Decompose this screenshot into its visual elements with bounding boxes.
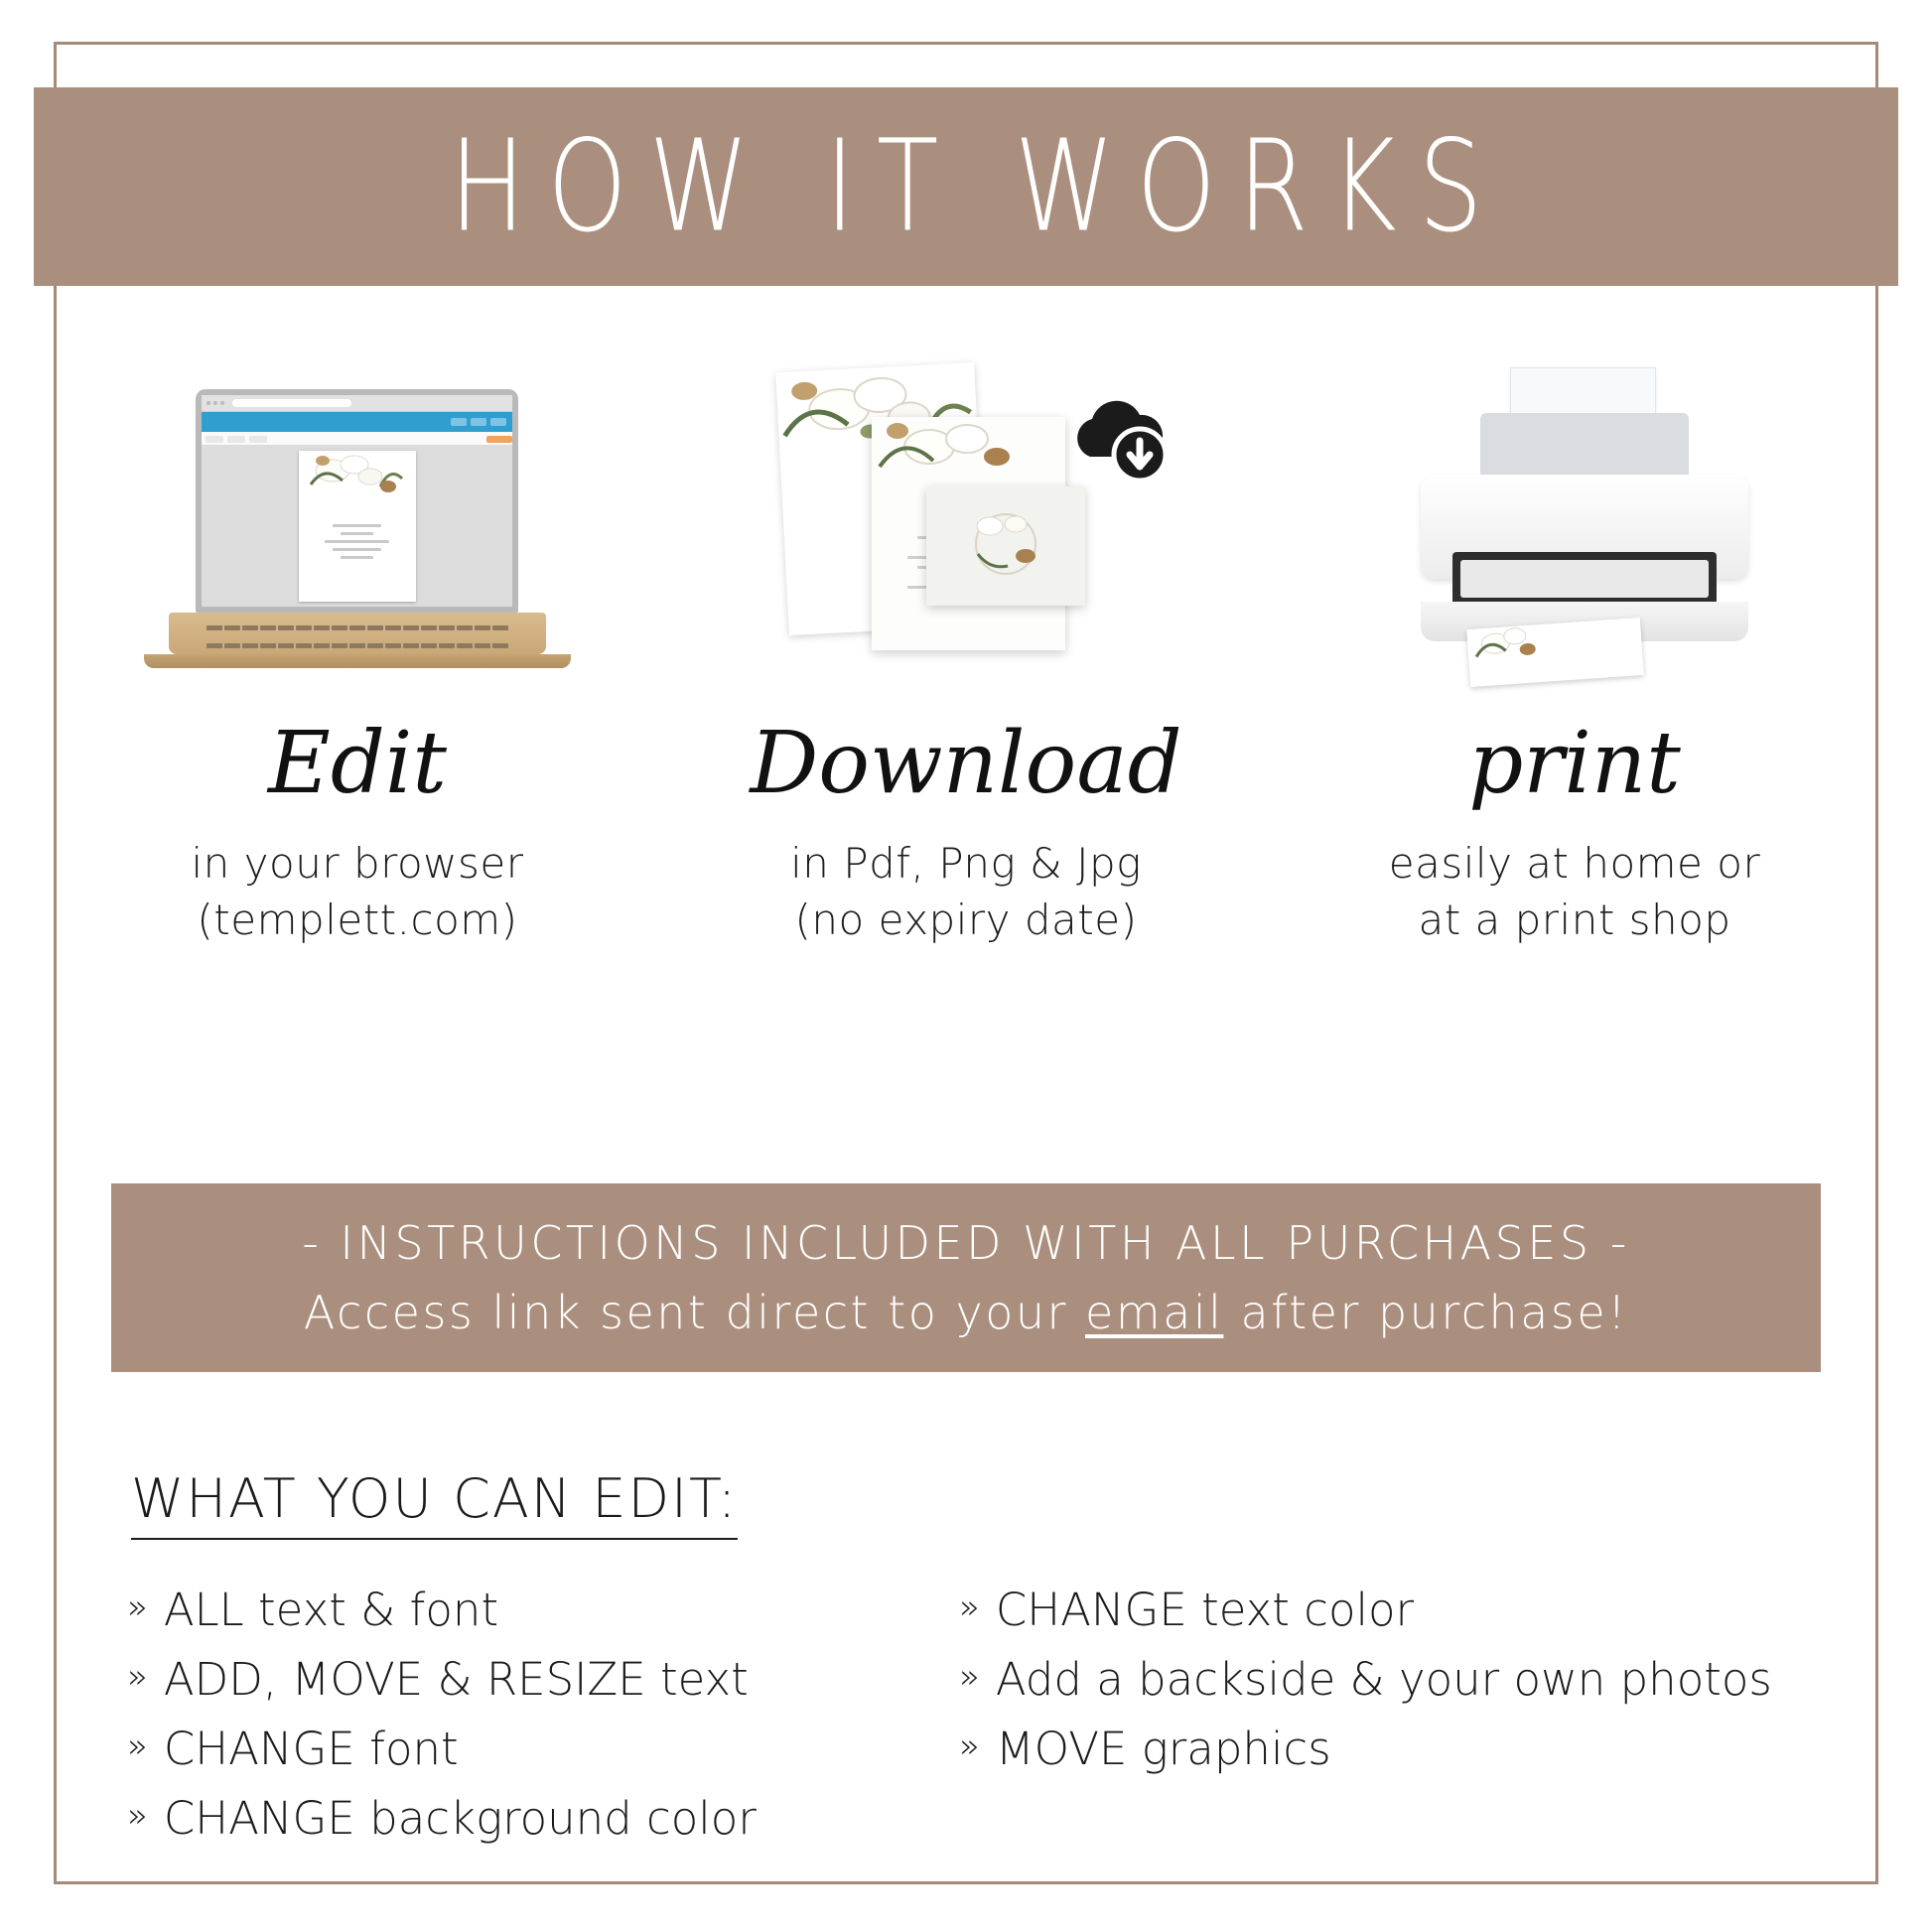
step-edit-artwork	[60, 367, 655, 695]
list-item	[127, 1787, 911, 1851]
step-edit-caption-line2: (templett.com)	[197, 895, 518, 944]
edit-list-left	[127, 1579, 911, 1857]
bullet-marker-icon: »	[127, 1656, 148, 1697]
browser-bar-icon	[202, 395, 512, 412]
step-print-caption-line2: at a print shop	[1418, 895, 1731, 944]
list-item-label: CHANGE font	[163, 1722, 459, 1775]
instructions-headline: - INSTRUCTIONS INCLUDED WITH ALL PURCHASES -	[302, 1216, 1630, 1270]
floral-graphic-icon	[303, 447, 412, 502]
laptop-keyboard	[206, 619, 509, 644]
list-item	[127, 1579, 911, 1642]
step-edit-caption-line1: in your browser	[191, 839, 524, 888]
step-print-title: print	[1468, 714, 1681, 813]
laptop-foot	[144, 654, 571, 668]
step-download-title: Download	[750, 714, 1182, 813]
email-link[interactable]: email	[1085, 1286, 1224, 1339]
list-item-label: CHANGE text color	[995, 1584, 1415, 1636]
list-item	[127, 1648, 911, 1712]
envelope	[926, 486, 1085, 606]
step-download-caption-line2: (no expiry date)	[794, 895, 1138, 944]
editor-canvas	[202, 445, 512, 607]
floral-wreath-icon	[956, 504, 1055, 584]
bullet-marker-icon: »	[127, 1725, 148, 1766]
list-item-label: MOVE graphics	[995, 1722, 1331, 1775]
app-toolbar-icon	[202, 412, 512, 432]
cloud-download-icon	[1056, 395, 1175, 486]
edit-section-title: WHAT YOU CAN EDIT:	[131, 1467, 738, 1540]
step-edit	[60, 367, 655, 948]
printer-icon	[1361, 367, 1788, 695]
bullet-marker-icon: »	[127, 1795, 148, 1836]
list-item-label: CHANGE background color	[163, 1791, 757, 1845]
list-item	[959, 1648, 1813, 1712]
list-item-label: ADD, MOVE & RESIZE text	[163, 1652, 749, 1706]
invitation-download-icon	[753, 367, 1179, 695]
bullet-marker-icon: »	[959, 1656, 980, 1697]
step-edit-title: Edit	[268, 714, 447, 813]
step-print	[1277, 367, 1872, 948]
step-print-caption-line1: easily at home or	[1388, 839, 1761, 888]
bullet-marker-icon: »	[959, 1587, 980, 1627]
laptop-screen	[196, 389, 518, 613]
step-print-artwork	[1277, 367, 1872, 695]
edit-list-right	[959, 1579, 1813, 1857]
instructions-band	[111, 1183, 1821, 1372]
invitation-preview	[299, 451, 416, 602]
list-item	[959, 1718, 1813, 1781]
step-download-artwork	[668, 367, 1264, 695]
steps-row	[60, 367, 1872, 948]
step-download	[668, 367, 1264, 948]
instructions-subline-after: after purchase!	[1223, 1286, 1629, 1339]
bullet-marker-icon: »	[959, 1725, 980, 1766]
list-item	[959, 1579, 1813, 1642]
page-title: HOW IT WORKS	[449, 112, 1505, 261]
instructions-subline	[304, 1286, 1628, 1339]
edit-section-columns	[127, 1579, 1815, 1857]
list-item	[127, 1718, 911, 1781]
instructions-subline-before: Access link sent direct to your	[303, 1286, 1086, 1339]
step-download-caption-line1: in Pdf, Png & Jpg	[790, 839, 1142, 888]
list-item-label: Add a backside & your own photos	[995, 1652, 1772, 1706]
bullet-marker-icon: »	[127, 1587, 148, 1627]
header-banner	[34, 87, 1898, 286]
printed-invitation	[1466, 618, 1644, 687]
list-item-label: ALL text & font	[163, 1584, 499, 1636]
laptop-icon	[144, 377, 571, 695]
